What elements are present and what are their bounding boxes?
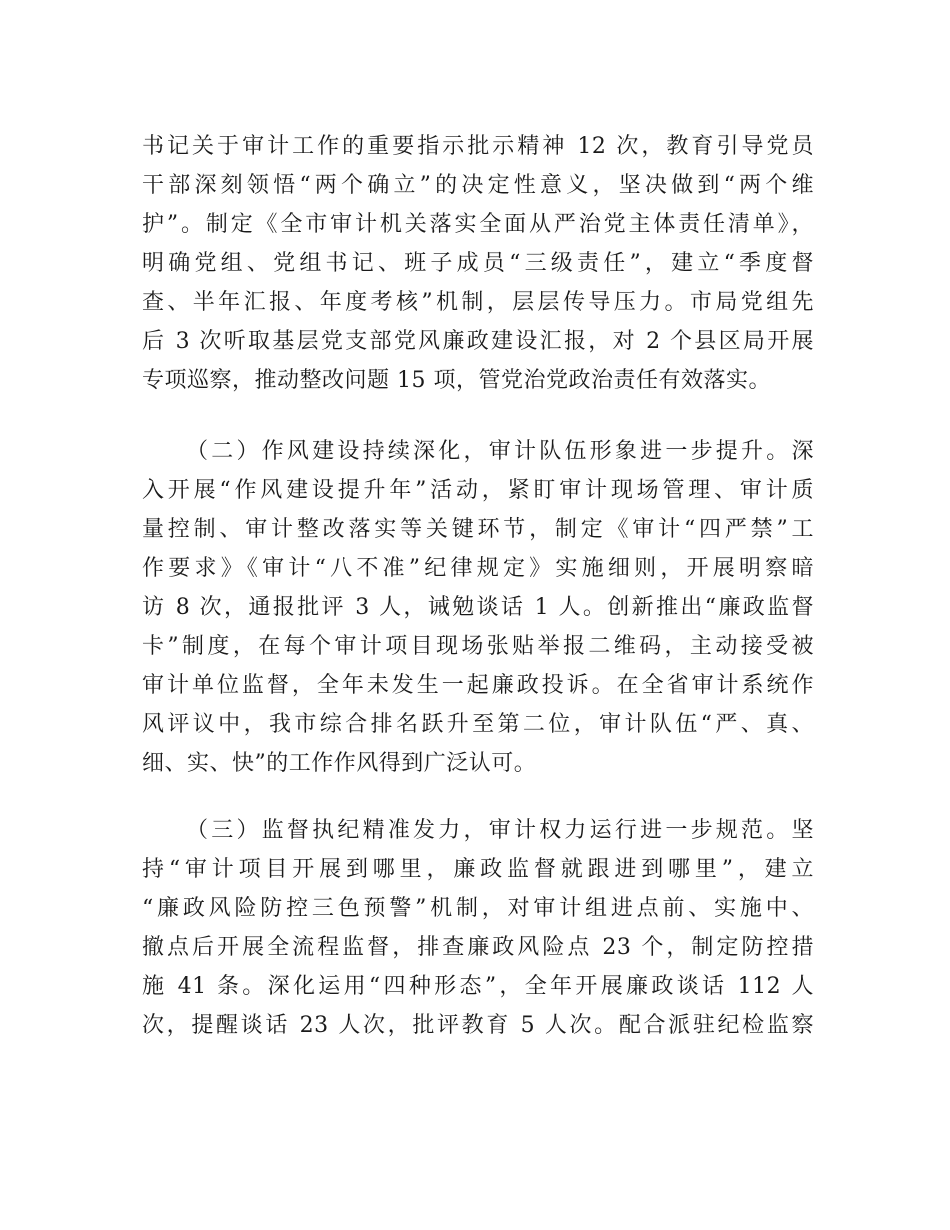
paragraph-continuation (142, 127, 814, 400)
paragraph-line: 作要求》《审计“八不准”纪律规定》实施细则，开展明察暗 (142, 556, 814, 581)
paragraph-work-style (142, 432, 814, 783)
paragraph-heading-line: （二）作风建设持续深化，审计队伍形象进一步提升。深 (186, 439, 814, 464)
paragraph-line: 撤点后开展全流程监督，排查廉政风险点 23 个，制定防控措 (142, 935, 814, 960)
paragraph-line: 访 8 次，通报批评 3 人，诫勉谈话 1 人。创新推出“廉政监督 (142, 595, 814, 620)
paragraph-line: 审计单位监督，全年未发生一起廉政投诉。在全省审计系统作 (142, 673, 814, 698)
paragraph-line: 专项巡察，推动整改问题 15 项，管党治党政治责任有效落实。 (142, 368, 771, 393)
paragraph-line: 查、半年汇报、年度考核”机制，层层传导压力。市局党组先 (142, 290, 814, 315)
paragraph-line: 次，提醒谈话 23 人次，批评教育 5 人次。配合派驻纪检监察 (142, 1013, 814, 1038)
paragraph-line: 后 3 次听取基层党支部党风廉政建设汇报，对 2 个县区局开展 (142, 329, 814, 354)
paragraph-line: “廉政风险防控三色预警”机制，对审计组进点前、实施中、 (142, 896, 814, 921)
paragraph-line: 护”。制定《全市审计机关落实全面从严治党主体责任清单》， (142, 212, 814, 237)
paragraph-heading-line: （三）监督执纪精准发力，审计权力运行进一步规范。坚 (186, 818, 814, 843)
paragraph-supervision (142, 811, 814, 1045)
paragraph-line: 量控制、审计整改落实等关键环节，制定《审计“四严禁”工 (142, 517, 814, 542)
paragraph-line: 风评议中，我市综合排名跃升至第二位，审计队伍“严、真、 (142, 712, 814, 737)
paragraph-line: 细、实、快”的工作作风得到广泛认可。 (142, 751, 537, 776)
paragraph-line: 持“审计项目开展到哪里，廉政监督就跟进到哪里”，建立 (142, 857, 814, 882)
paragraph-line: 卡”制度，在每个审计项目现场张贴举报二维码，主动接受被 (142, 634, 814, 659)
paragraph-line: 干部深刻领悟“两个确立”的决定性意义，坚决做到“两个维 (142, 173, 814, 198)
paragraph-line: 书记关于审计工作的重要指示批示精神 12 次，教育引导党员 (142, 134, 814, 159)
paragraph-line: 明确党组、党组书记、班子成员“三级责任”，建立“季度督 (142, 251, 814, 276)
paragraph-line: 入开展“作风建设提升年”活动，紧盯审计现场管理、审计质 (142, 478, 814, 503)
paragraph-line: 施 41 条。深化运用“四种形态”，全年开展廉政谈话 112 人 (142, 974, 814, 999)
